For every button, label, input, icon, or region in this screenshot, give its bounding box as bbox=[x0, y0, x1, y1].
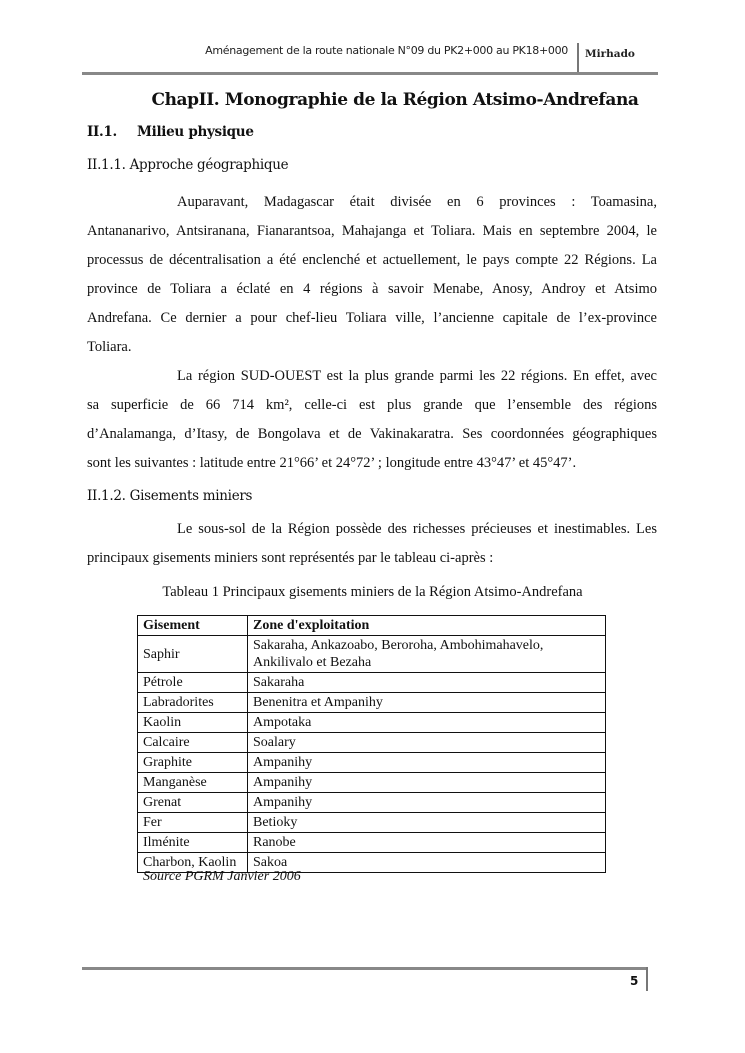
column-header: Zone d'exploitation bbox=[248, 616, 606, 636]
paragraph-region bbox=[87, 362, 657, 478]
paragraph-line: processus de décentralisation a été enclenché et actuellement, le pays compte 22 Régions. La bbox=[87, 252, 657, 268]
section-title: Milieu physique bbox=[137, 124, 254, 140]
cell-gisement: Pétrole bbox=[138, 673, 248, 693]
cell-zone: Sakaraha, Ankazoabo, Beroroha, Ambohimahavelo, Ankilivalo et Bezaha bbox=[248, 636, 606, 673]
paragraph-mining bbox=[87, 515, 657, 573]
paragraph-line: Toliara. bbox=[87, 339, 132, 355]
cell-gisement: Saphir bbox=[138, 636, 248, 673]
cell-gisement: Fer bbox=[138, 813, 248, 833]
cell-zone: Sakoa bbox=[248, 853, 606, 873]
cell-gisement: Labradorites bbox=[138, 693, 248, 713]
cell-zone: Ampotaka bbox=[248, 713, 606, 733]
paragraph-line: sont les suivantes : latitude entre 21°66’ et 24°72’ ; longitude entre 43°47’ et 45°47’. bbox=[87, 455, 577, 471]
section-number: II.1. bbox=[87, 124, 117, 140]
subsection-heading-mining: II.1.2. Gisements miniers bbox=[87, 488, 253, 504]
paragraph-line: d’Analamanga, d’Itasy, de Bongolava et de Vakinakaratra. Ses coordonnées géographiques bbox=[87, 426, 657, 442]
paragraph-provinces bbox=[87, 188, 657, 362]
paragraph-line: province de Toliara a éclaté en 4 régions à savoir Menabe, Anosy, Androy et Atsimo bbox=[87, 281, 657, 297]
table-header-row bbox=[138, 616, 606, 636]
cell-gisement: Kaolin bbox=[138, 713, 248, 733]
header-brand: Mirhado bbox=[585, 48, 635, 60]
table-source: Source PGRM Janvier 2006 bbox=[143, 869, 301, 884]
section-heading bbox=[87, 124, 254, 140]
cell-zone: Betioky bbox=[248, 813, 606, 833]
paragraph-line: Antananarivo, Antsiranana, Fianarantsoa, Mahajanga et Toliara. Mais en septembre 2004, le bbox=[87, 223, 657, 239]
table-caption: Tableau 1 Principaux gisements miniers de la Région Atsimo-Andrefana bbox=[162, 584, 583, 600]
page-number: 5 bbox=[630, 974, 639, 988]
table-row bbox=[138, 693, 606, 713]
cell-gisement: Manganèse bbox=[138, 773, 248, 793]
header-rule bbox=[82, 72, 658, 75]
cell-gisement: Ilménite bbox=[138, 833, 248, 853]
mining-table bbox=[137, 615, 606, 873]
table-row bbox=[138, 713, 606, 733]
running-header: Aménagement de la route nationale N°09 du PK2+000 au PK18+000 bbox=[205, 44, 568, 57]
paragraph-line: La région SUD-OUEST est la plus grande parmi les 22 régions. En effet, avec bbox=[177, 368, 657, 384]
cell-gisement: Charbon, Kaolin bbox=[138, 853, 248, 873]
cell-zone: Ampanihy bbox=[248, 793, 606, 813]
table-row bbox=[138, 636, 606, 673]
subsection-heading-geographic: II.1.1. Approche géographique bbox=[87, 157, 289, 173]
table-row bbox=[138, 673, 606, 693]
header-divider bbox=[577, 43, 579, 73]
cell-zone: Ampanihy bbox=[248, 753, 606, 773]
cell-zone: Soalary bbox=[248, 733, 606, 753]
table-row bbox=[138, 833, 606, 853]
table-row bbox=[138, 773, 606, 793]
footer-rule bbox=[82, 967, 648, 970]
cell-zone: Ranobe bbox=[248, 833, 606, 853]
paragraph-line: Auparavant, Madagascar était divisée en 6 provinces : Toamasina, bbox=[177, 194, 657, 210]
chapter-title: ChapII. Monographie de la Région Atsimo-Andrefana bbox=[151, 90, 639, 110]
paragraph-line: Andrefana. Ce dernier a pour chef-lieu Toliara ville, l’ancienne capitale de l’ex-province bbox=[87, 310, 657, 326]
cell-gisement: Graphite bbox=[138, 753, 248, 773]
paragraph-line: Le sous-sol de la Région possède des richesses précieuses et inestimables. Les bbox=[177, 521, 657, 537]
cell-gisement: Calcaire bbox=[138, 733, 248, 753]
paragraph-line: principaux gisements miniers sont représentés par le tableau ci-après : bbox=[87, 550, 494, 566]
table-row bbox=[138, 793, 606, 813]
table-row bbox=[138, 813, 606, 833]
table-row bbox=[138, 753, 606, 773]
cell-zone: Benenitra et Ampanihy bbox=[248, 693, 606, 713]
paragraph-line: sa superficie de 66 714 km², celle-ci est plus grande que l’ensemble des régions bbox=[87, 397, 657, 413]
table-row bbox=[138, 733, 606, 753]
cell-gisement: Grenat bbox=[138, 793, 248, 813]
cell-zone: Sakaraha bbox=[248, 673, 606, 693]
cell-zone: Ampanihy bbox=[248, 773, 606, 793]
column-header: Gisement bbox=[138, 616, 248, 636]
footer-divider bbox=[646, 967, 648, 991]
